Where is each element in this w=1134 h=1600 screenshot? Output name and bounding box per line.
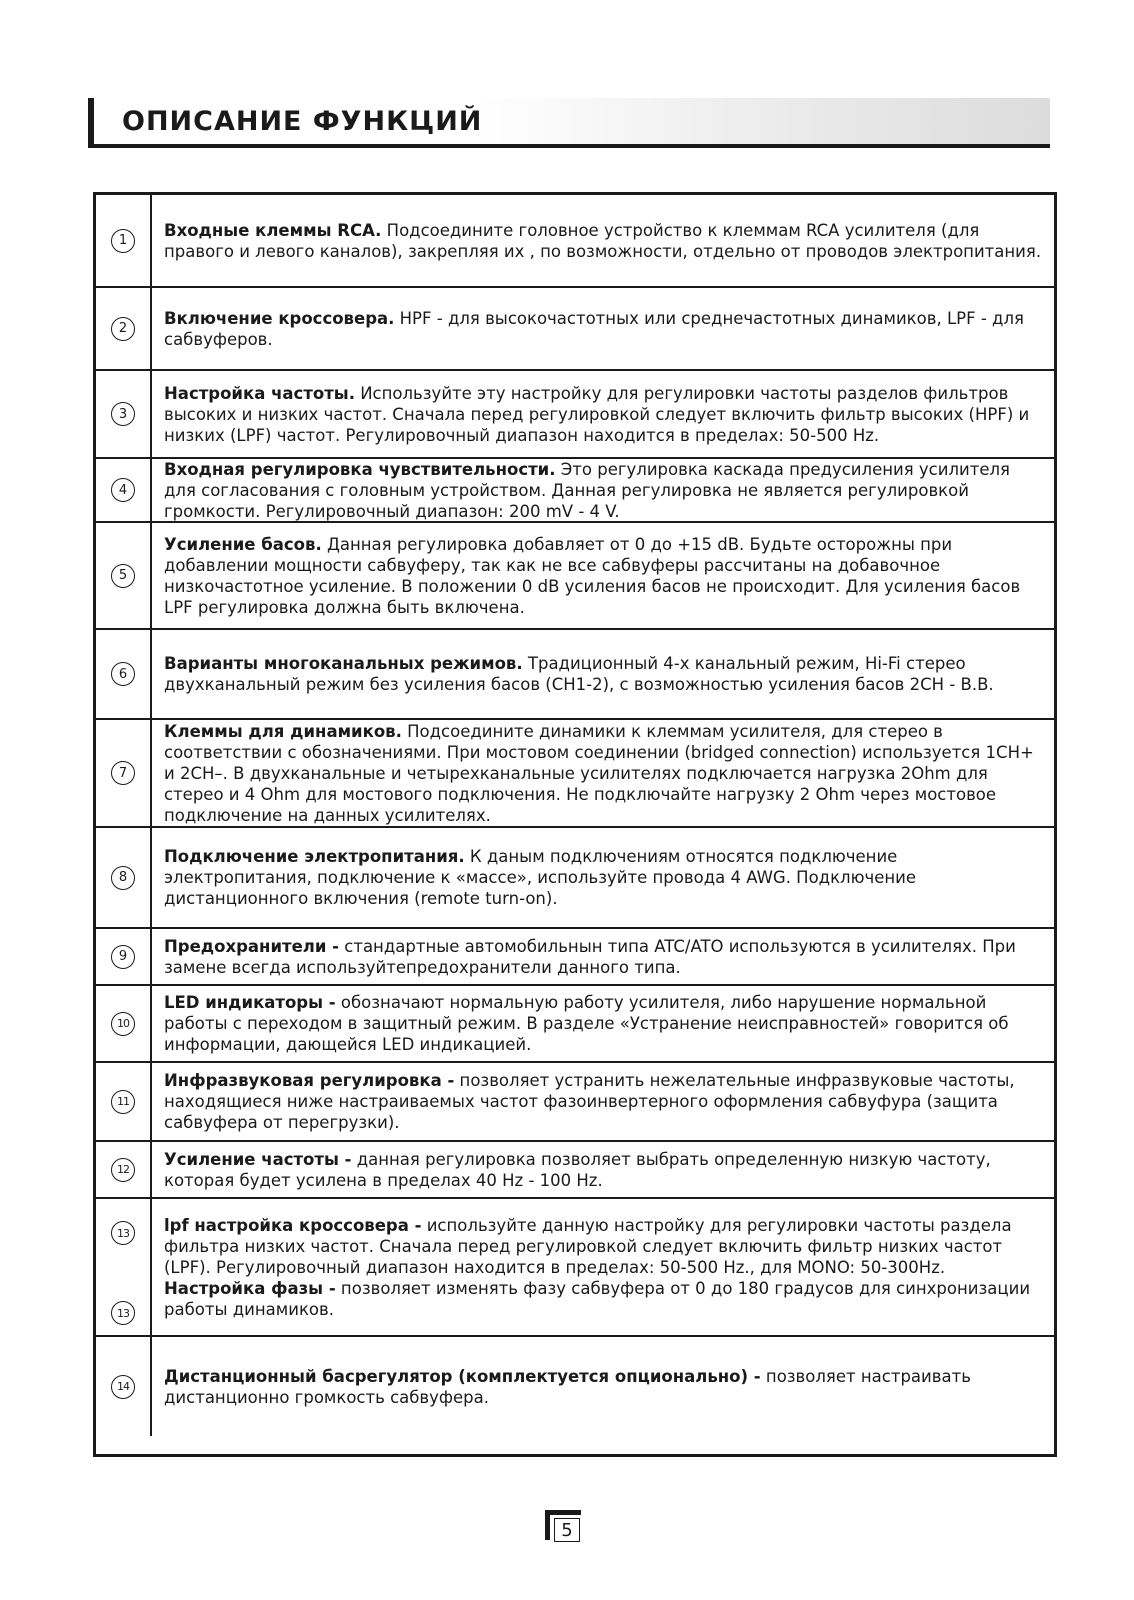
- item-title: Настройка частоты.: [164, 383, 355, 403]
- item-text: стандартные автомобильнын типа ATC/ATO используются в усилителях. При замене всегда используйтепредохранители данного типа.: [164, 936, 1016, 977]
- page-number-frame: [545, 1510, 581, 1540]
- item-description: [164, 653, 1046, 695]
- item-description: [164, 1366, 1046, 1408]
- item-title: Инфразвуковая регулировка -: [164, 1071, 455, 1090]
- item-text: Подсоедините динамики к клеммам усилителя, для стерео в соответствии с обозначениями. При мостовом соединении (bridged connection) используется 1CH+ и 2CH–. В двухканальные и четырехканальные усилителях подключается нагрузка 2Ohm для стерео и 4 Ohm для мостового подключения. Не подключайте нагрузку 2 Ohm через мостовое подключение на данных усилителях.: [164, 721, 1034, 825]
- function-row: [96, 986, 1054, 1063]
- item-description: [164, 1070, 1046, 1133]
- item-number-circle: 11: [111, 1090, 135, 1114]
- item-title: Варианты многоканальных режимов.: [164, 654, 523, 673]
- item-number-circle: 3: [111, 402, 135, 426]
- item-text: обозначают нормальную работу усилителя, либо нарушение нормальной работы с переходом в защитный режим. В разделе «Устранение неисправностей» говорится об информации, дающейся LED индикацией.: [164, 993, 1009, 1054]
- item-text: Используйте эту настройку для регулировки частоты разделов фильтров высоких и низких частот. Сначала перед регулировкой следует включить фильтр высоких (HPF) и низких (LPF) частот. Регулировочный диапазон находится в пределах: 50-500 Hz.: [164, 383, 1030, 445]
- item-description-cell: [152, 288, 1054, 369]
- item-number-cell: [96, 1337, 152, 1436]
- item-text: позволяет настраивать дистанционно громкость сабвуфера.: [164, 1366, 971, 1407]
- item-number-circle: 10: [111, 1012, 135, 1036]
- item-title: lpf настройка кроссовера -: [164, 1215, 422, 1235]
- item-title: Входные клеммы RCA.: [164, 220, 382, 240]
- item-description: [164, 1215, 1046, 1278]
- function-row: [96, 195, 1054, 288]
- function-row: [96, 929, 1054, 986]
- item-description-cell: [152, 195, 1054, 286]
- item-title: LED индикаторы -: [164, 993, 336, 1012]
- item-text: Подсоедините головное устройство к клеммам RCA усилителя (для правого и левого каналов), закрепляя их , по возможности, отдельно от проводов электропитания.: [164, 220, 1042, 261]
- item-description-cell: [152, 1337, 1054, 1436]
- item-text: HPF - для высокочастотных или среднечастотных динамиков, LPF - для сабвуферов.: [164, 308, 1024, 349]
- item-title: Входная регулировка чувствительности.: [164, 459, 556, 479]
- item-number-cell: [96, 828, 152, 927]
- item-number-circle: 2: [111, 317, 135, 341]
- item-text: Данная регулировка добавляет от 0 до +15 dB. Будьте осторожны при добавлении мощности сабвуферу, так как не все сабвуферы рассчитаны на добавочное низкочастотное усиление. В положении 0 dB усиления басов не происходит. Для усиления басов LPF регулировка должна быть включена.: [164, 534, 1021, 617]
- item-description: [164, 383, 1046, 446]
- item-number-cell: [96, 371, 152, 457]
- item-text: используйте данную настройку для регулировки частоты раздела фильтра низких частот. Сначала перед регулировкой следует включить фильтр низких частот (LPF). Регулировочный диапазон находится в пределах: 50-500 Hz., для MONO: 50-300Hz.: [164, 1215, 1012, 1277]
- function-row: [96, 523, 1054, 630]
- function-row: [96, 459, 1054, 523]
- item-number-circle: 9: [111, 945, 135, 969]
- item-number-circle: 7: [111, 761, 135, 785]
- item-text: Традиционный 4-х канальный режим, Hi-Fi стерео двухканальный режим без усиления басов (CH1-2), с возможностью усиления басов 2CH - B.B.: [164, 654, 994, 694]
- item-text: позволяет изменять фазу сабвуфера от 0 до 180 градусов для синхронизации работы динамиков.: [164, 1278, 1031, 1319]
- item-title: Усиление частоты -: [164, 1149, 352, 1169]
- item-title: Предохранители -: [164, 936, 340, 956]
- item-description: [164, 846, 1046, 909]
- item-description-cell: [152, 371, 1054, 457]
- item-number-cell: [96, 929, 152, 984]
- item-number-circle: 6: [111, 662, 135, 686]
- page-number: 5: [554, 1518, 580, 1542]
- item-number-cell: [96, 1063, 152, 1140]
- function-row: [96, 720, 1054, 828]
- item-text: К даным подключениям относятся подключение электропитания, подключение к «массе», используйте провода 4 AWG. Подключение дистанционного включения (remote turn-on).: [164, 847, 917, 908]
- item-number-circle: 12: [111, 1158, 135, 1182]
- function-row: [96, 1063, 1054, 1142]
- item-description-cell: [152, 828, 1054, 927]
- item-description-cell: [152, 1063, 1054, 1140]
- item-number-cell: [96, 288, 152, 369]
- item-description: [164, 992, 1046, 1055]
- item-title: Включение кроссовера.: [164, 308, 395, 328]
- item-number-cell: [96, 630, 152, 718]
- function-row: [96, 1142, 1054, 1199]
- item-number-cell: [96, 1142, 152, 1197]
- item-number-cell: [96, 523, 152, 628]
- item-number-circle: 1: [111, 229, 135, 253]
- item-description: [164, 1278, 1046, 1320]
- item-description: [164, 308, 1046, 350]
- item-title: Дистанционный басрегулятор (комплектуется опционально) -: [164, 1366, 761, 1386]
- item-title: Клеммы для динамиков.: [164, 721, 402, 741]
- item-number-circle: 8: [111, 866, 135, 890]
- function-row: [96, 1199, 1054, 1337]
- item-description-cell: [152, 929, 1054, 984]
- item-number-cell: [96, 720, 152, 826]
- item-number-circle: 13: [111, 1301, 135, 1325]
- item-number-cell: [96, 986, 152, 1061]
- function-row: [96, 1337, 1054, 1436]
- item-description-cell: [152, 459, 1054, 521]
- function-row: [96, 828, 1054, 929]
- item-title: Подключение электропитания.: [164, 847, 465, 866]
- item-text: позволяет устранить нежелательные инфразвуковые частоты, находящиеся ниже настраиваемых частот фазоинвертерного оформления сабвуфура (защита сабвуфера от перегрузки).: [164, 1071, 1015, 1132]
- item-text: данная регулировка позволяет выбрать определенную низкую частоту, которая будет усилена в пределах 40 Hz - 100 Hz.: [164, 1149, 991, 1190]
- item-title: Усиление басов.: [164, 534, 322, 554]
- item-number-cell: [96, 459, 152, 521]
- item-number-circle: 14: [111, 1375, 135, 1399]
- functions-table: [93, 192, 1057, 1457]
- item-number-circle: 5: [111, 564, 135, 588]
- function-row: [96, 371, 1054, 459]
- function-row: [96, 288, 1054, 371]
- item-number-cell: [96, 195, 152, 286]
- item-description-cell: [152, 1142, 1054, 1197]
- item-description-cell: [152, 630, 1054, 718]
- item-number-circle: 4: [111, 478, 135, 502]
- item-description: [164, 1149, 1046, 1191]
- item-description-cell: [152, 986, 1054, 1061]
- section-header: [88, 98, 1050, 148]
- item-description-cell: [152, 523, 1054, 628]
- item-description: [164, 459, 1046, 522]
- item-description: [164, 721, 1046, 826]
- item-text: Это регулировка каскада предусиления усилителя для согласования с головным устройством. Данная регулировка не является регулировкой громкости. Регулировочный диапазон: 200 mV - 4 V.: [164, 459, 1010, 521]
- item-description: [164, 534, 1046, 618]
- item-description: [164, 936, 1046, 978]
- item-number-cell: [96, 1199, 152, 1335]
- item-description-cell: [152, 720, 1054, 826]
- function-row: [96, 630, 1054, 720]
- page-title: ОПИСАНИЕ ФУНКЦИЙ: [122, 106, 483, 137]
- item-description: [164, 220, 1046, 262]
- item-title: Настройка фазы -: [164, 1278, 336, 1298]
- item-description-cell: [152, 1199, 1054, 1335]
- item-number-circle: 13: [111, 1221, 135, 1245]
